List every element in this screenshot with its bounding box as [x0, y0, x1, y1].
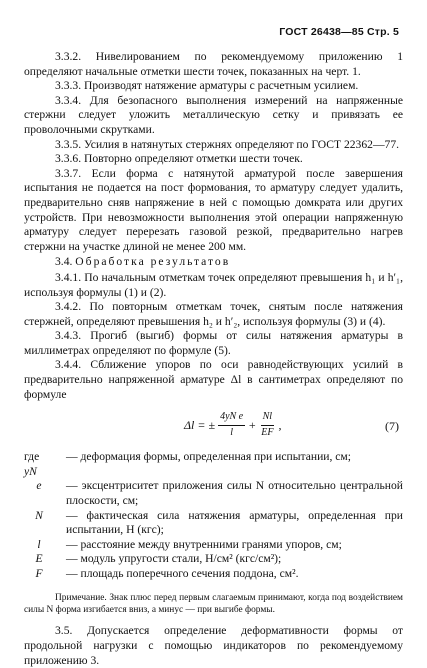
fraction-1-numerator: 4yN e	[218, 410, 245, 426]
definition-text: — модуль упругости стали, Н/см² (кгс/см²);	[66, 552, 282, 566]
definition-symbol: e	[36, 479, 42, 493]
paragraph-3-4-3: 3.4.3. Прогиб (выгиб) формы от силы натяжения арматуры в миллиметрах определяют по формуле (5).	[24, 329, 403, 357]
paragraph-3-3-5: 3.3.5. Усилия в натянутых стержнях определяют по ГОСТ 22362—77.	[55, 137, 400, 151]
paragraph-3-4-4: 3.4.4. Сближение упоров по оси равнодействующих усилий в предварительно напряженной арматуре Δl в сантиметрах определяют по формуле	[24, 358, 403, 401]
definition-symbol: N	[35, 508, 43, 522]
definition-text: — фактическая сила натяжения арматуры, определенная при испытании, Н (кгс);	[66, 508, 403, 537]
definition-text: — расстояние между внутренними гранями упоров, см;	[66, 537, 342, 551]
formula-lhs: Δl = ±	[184, 418, 216, 433]
definition-symbol: l	[37, 537, 41, 551]
formula-fraction-2	[259, 410, 275, 440]
definition-prefix: где yN	[24, 450, 40, 478]
paragraph-3-3-7: 3.3.7. Если форма с натянутой арматурой после завершения испытания не подается на пост формования, то арматуру следует удалить, предварительно сняв напряжение в ней с помощью домкрата или других устройств. При невозможности выполнения этой операции напряженную арматуру следует перерезать газовой резкой, предварительно нагрев стержни на участке длиной не менее 200 мм.	[24, 166, 403, 253]
formula-comma: ,	[278, 418, 282, 433]
formula-fraction-1	[218, 410, 245, 440]
fraction-2-numerator: Nl	[261, 410, 274, 426]
fraction-1-denominator: l	[230, 426, 233, 438]
formula-expression	[184, 410, 281, 440]
fraction-2-denominator: EF	[261, 426, 274, 438]
document-body	[24, 50, 403, 668]
definition-text: — деформация формы, определенная при испытании, см;	[66, 450, 351, 464]
definition-text: — эксцентриситет приложения силы N относительно центральной плоскости, см;	[66, 479, 403, 508]
paragraph-3-5: 3.5. Допускается определение деформативности формы от продольной нагрузки с помощью индикаторов по рекомендуемому приложению 3.	[24, 624, 403, 667]
definitions-list	[24, 450, 403, 581]
paragraph-3-3-6: 3.3.6. Повторно определяют отметки шести точек.	[55, 152, 303, 166]
section-heading-3-4	[24, 255, 403, 270]
page-header: ГОСТ 26438—85 Стр. 5	[279, 26, 399, 38]
definition-item	[24, 509, 403, 538]
definition-item	[24, 450, 403, 479]
definition-item	[24, 552, 403, 567]
definition-text: — площадь поперечного сечения поддона, см².	[66, 567, 299, 580]
definition-item	[24, 538, 403, 553]
definition-item	[24, 567, 403, 582]
definition-item	[24, 479, 403, 508]
note: Примечание. Знак плюс перед первым слагаемым принимают, когда под воздействием силы N форма изгибается вниз, а минус — при выгибе формы.	[24, 592, 403, 615]
paragraph-3-3-4: 3.3.4. Для безопасного выполнения измерений на напряженные стержни следует уложить металлическую сетку и привязать ее проволочными скрутками.	[24, 93, 403, 136]
paragraph-3-3-3: 3.3.3. Производят натяжение арматуры с расчетным усилием.	[55, 79, 359, 93]
paragraph-3-4-1: 3.4.1. По начальным отметкам точек определяют превышения h₁ и h′₁, используя формулы (1) и (2).	[24, 270, 403, 299]
formula-7	[24, 408, 403, 446]
section-title: Обработка результатов	[75, 255, 231, 269]
formula-plus: +	[248, 418, 257, 433]
paragraph-3-4-2: 3.4.2. По повторным отметкам точек, снятым после натяжения стержней, определяют превышения h₂ и h′₂, используя формулы (3) и (4).	[24, 300, 403, 328]
formula-number: (7)	[385, 419, 399, 434]
section-number: 3.4.	[55, 255, 73, 269]
definition-symbol: E	[35, 552, 43, 566]
definition-symbol: F	[35, 567, 43, 580]
paragraph-3-3-2: 3.3.2. Нивелированием по рекомендуемому приложению 1 определяют начальные отметки шести точек, показанных на черт. 1.	[24, 50, 403, 78]
